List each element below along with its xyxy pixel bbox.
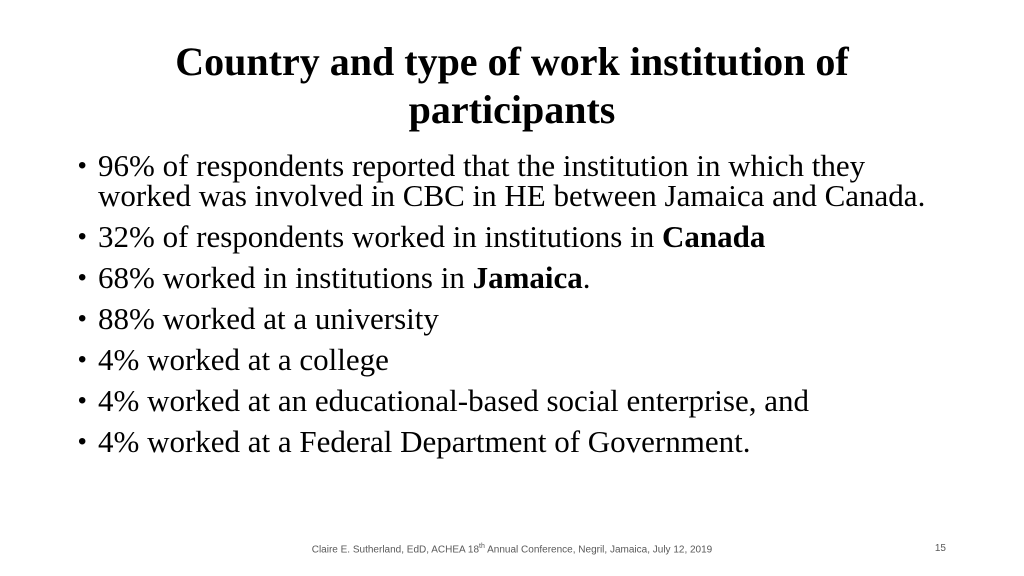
bullet-item-college xyxy=(78,342,958,377)
footer-text: Claire E. Sutherland, EdD, ACHEA 18 xyxy=(311,544,480,556)
bullet-text: 96% of respondents reported that the institution in which they worked was involved in CBC in HE between Jamaica and Canada. xyxy=(98,148,926,213)
bullet-item-social-enterprise xyxy=(78,383,958,418)
footer-text-end: Annual Conference, Negril, Jamaica, July 12, 2019 xyxy=(484,544,713,556)
slide-title-line-2: participants xyxy=(408,87,616,132)
page-number: 15 xyxy=(934,543,946,554)
bullet-item-federal-department xyxy=(78,424,958,459)
bullet-text: 4% worked at an educational-based social enterprise, and xyxy=(98,383,809,418)
slide-footer xyxy=(0,543,1024,555)
bullet-text: 68% worked in institutions in xyxy=(98,260,473,295)
footer-superscript: th xyxy=(479,543,485,550)
bullet-emphasis-jamaica: Jamaica xyxy=(472,260,583,295)
bullet-dot-icon: • xyxy=(78,387,87,414)
bullet-text-end: . xyxy=(582,260,591,295)
bullet-dot-icon: • xyxy=(78,428,87,455)
bullet-emphasis-canada: Canada xyxy=(661,219,766,254)
bullet-text: 88% worked at a university xyxy=(98,301,439,336)
bullet-item-canada xyxy=(78,219,958,254)
bullet-dot-icon: • xyxy=(78,346,87,373)
bullet-item-institution-cbc xyxy=(78,148,958,213)
bullet-dot-icon: • xyxy=(78,223,87,250)
bullet-text: 4% worked at a college xyxy=(98,342,389,377)
slide-title-line-1: Country and type of work institution of xyxy=(175,39,849,84)
bullet-text: 32% of respondents worked in institutions in xyxy=(98,219,662,254)
slide-title xyxy=(60,38,964,134)
bullet-item-jamaica xyxy=(78,260,958,295)
bullet-text: 4% worked at a Federal Department of Government. xyxy=(98,424,751,459)
bullet-dot-icon: • xyxy=(78,264,87,291)
bullet-dot-icon: • xyxy=(78,152,87,179)
bullet-item-university xyxy=(78,301,958,336)
bullet-dot-icon: • xyxy=(78,305,87,332)
bullet-list xyxy=(78,148,958,468)
